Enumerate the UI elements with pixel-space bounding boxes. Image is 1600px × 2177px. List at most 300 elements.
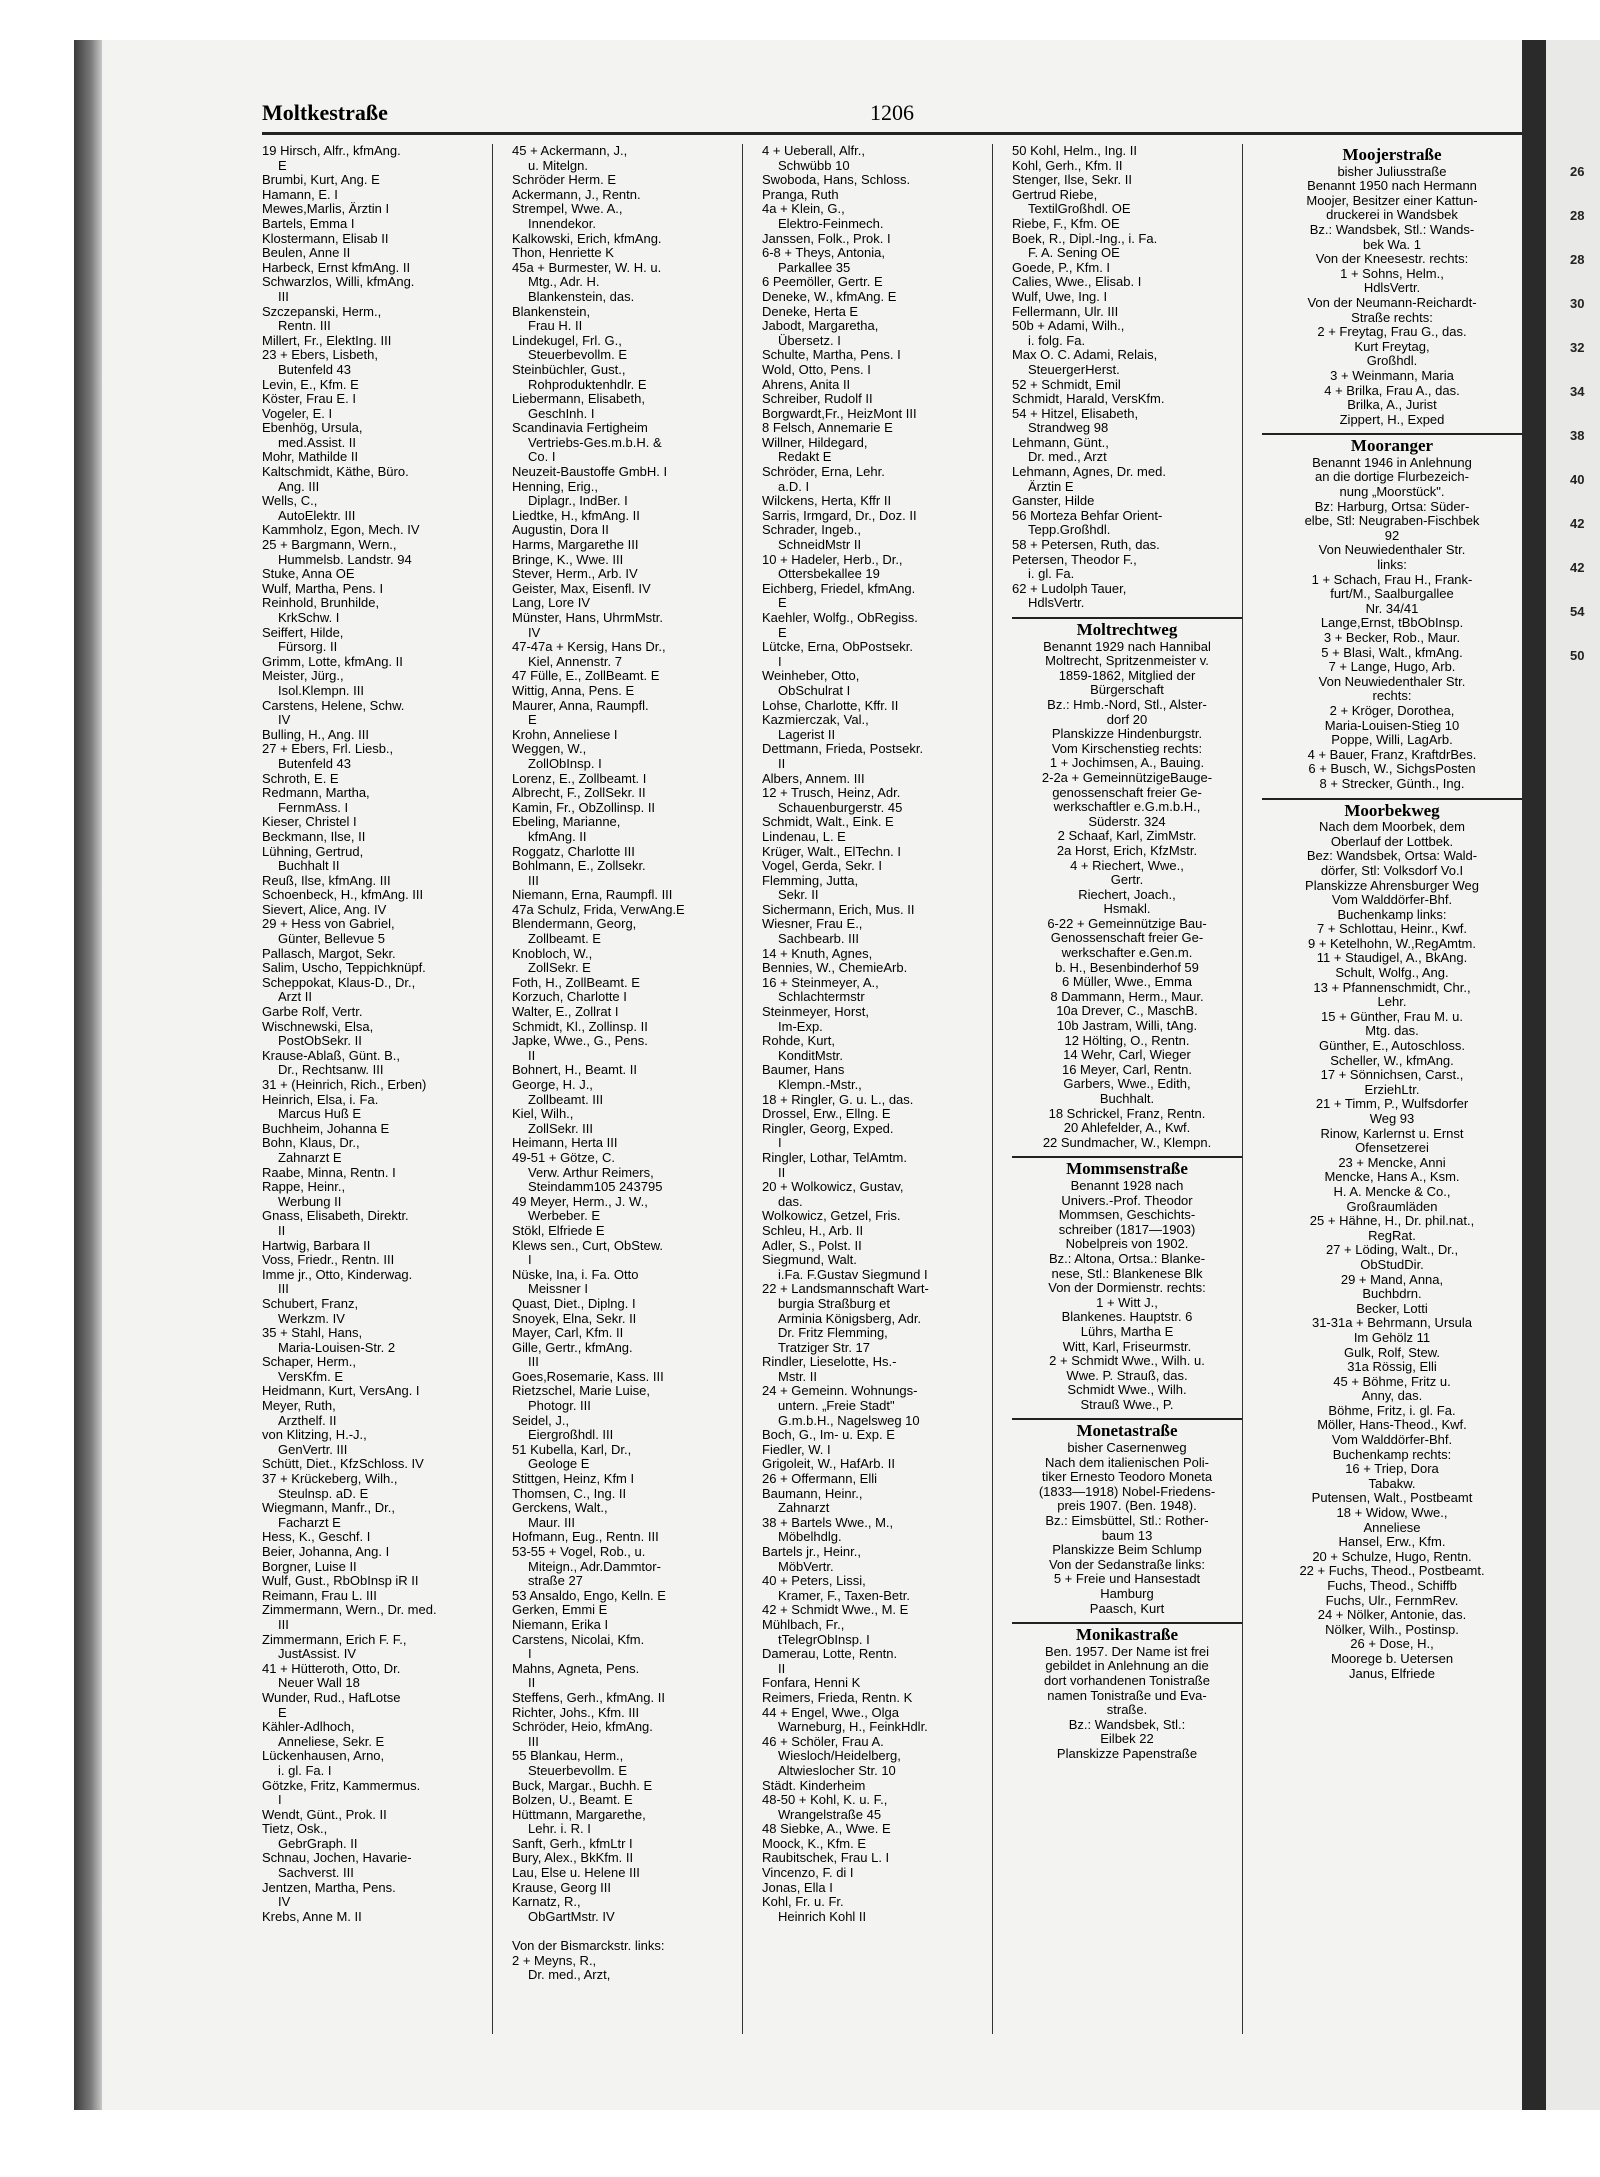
next-page-number: 38 <box>1570 428 1585 443</box>
directory-entry-line: 62 + Ludolph Tauer, <box>1012 581 1127 596</box>
directory-entry-line: 45 + Ackermann, J., <box>512 144 628 158</box>
directory-entry-line: Kazmierczak, Val., <box>762 713 869 728</box>
page-header <box>262 98 1522 135</box>
street-section-title: Monikastraße <box>1012 1622 1242 1643</box>
directory-entry-line: Werbung II <box>278 1194 342 1209</box>
directory-entry-line: Co. I <box>528 450 556 465</box>
next-page-number: 34 <box>1570 384 1585 399</box>
street-section-line: Eilbek 22 <box>1100 1732 1154 1747</box>
street-section-line: bisher Juliusstraße <box>1337 164 1447 179</box>
street-section-line: Gertr. <box>1110 873 1144 888</box>
street-section-line: Putensen, Walt., Postbeamt <box>1311 1491 1473 1506</box>
street-section-line: Nölker, Wilh., Postinsp. <box>1325 1622 1459 1637</box>
directory-entry-line: Lehmann, Günt., <box>1012 435 1109 450</box>
directory-entry-line: I <box>778 654 782 669</box>
street-section-line: links: <box>1377 558 1407 573</box>
directory-entry-line: ObGartMstr. IV <box>528 1909 615 1924</box>
directory-entry-line: Stökl, Elfriede E <box>512 1223 605 1238</box>
book-spine-edge <box>74 40 102 2110</box>
directory-entry-line: Mstr. II <box>778 1369 817 1384</box>
directory-entry-line: Klempn.-Mstr., <box>778 1078 862 1092</box>
directory-entry-line: Kammholz, Egon, Mech. IV <box>262 523 420 538</box>
street-section-line: baum 13 <box>1101 1528 1153 1543</box>
directory-entry-line: Anneliese, Sekr. E <box>278 1734 385 1749</box>
directory-entry-line: Wendt, Günt., Prok. II <box>262 1807 387 1822</box>
directory-entry-line: 16 + Steinmeyer, A., <box>762 975 879 990</box>
directory-entry-line: Henning, Erig., <box>512 479 598 494</box>
street-section-line: Schmidt Wwe., Wilh. <box>1067 1383 1187 1398</box>
street-section-line: Moojer, Besitzer einer Kattun- <box>1306 193 1478 208</box>
directory-entry-line: Schoenbeck, H., kfmAng. III <box>262 888 424 903</box>
directory-entry-line: a.D. I <box>778 479 810 494</box>
directory-entry-line: Szczepanski, Herm., <box>262 304 382 319</box>
street-section-line: 6-22 + Gemeinnützige Bau- <box>1047 916 1207 931</box>
directory-entry-line: 8 Felsch, Annemarie E <box>762 421 893 436</box>
directory-entry-line: Eichberg, Friedel, kfmAng. <box>762 581 916 596</box>
directory-entry-line: Vogeler, E. I <box>262 406 333 421</box>
directory-entry-line: Reimann, Frau L. III <box>262 1588 377 1603</box>
directory-entry-line: 2 + Meyns, R., <box>512 1953 597 1968</box>
street-section-line: an die dortige Flurbezeich- <box>1315 470 1469 485</box>
directory-entry-line: Pallasch, Margot, Sekr. <box>262 946 396 961</box>
directory-entry-line: Wolkowicz, Getzel, Fris. <box>762 1209 901 1224</box>
directory-entry-line: Max O. C. Adami, Relais, <box>1012 348 1158 363</box>
directory-entry-line: 55 Blankau, Herm., <box>512 1749 624 1764</box>
street-section-line: Bz.: Altona, Ortsa.: Blanke- <box>1048 1251 1206 1266</box>
directory-entry-line: Sanft, Gerh., kfmLtr I <box>512 1836 633 1851</box>
street-section-line: 31a Rössig, Elli <box>1347 1360 1437 1375</box>
directory-entry-line: George, H. J., <box>512 1078 593 1092</box>
street-section-line: Planskizze Ahrensburger Weg <box>1305 878 1479 893</box>
directory-entry-line: 14 + Knuth, Agnes, <box>762 946 873 961</box>
directory-entry-line: IV <box>278 1895 291 1910</box>
directory-entry-line: Niemann, Erika I <box>512 1617 609 1632</box>
directory-entry-line: Kalkowski, Erich, kfmAng. <box>512 231 662 246</box>
directory-entry-line: Roggatz, Charlotte III <box>512 844 635 859</box>
street-section-line: 7 + Schlottau, Heinr., Kwf. <box>1317 922 1467 937</box>
street-section-line: Benannt 1928 nach <box>1070 1178 1184 1193</box>
street-section-line: 1859-1862, Mitglied der <box>1058 668 1196 683</box>
directory-entry-line: Isol.Klempn. III <box>278 683 364 698</box>
directory-entry-line: Lehmann, Agnes, Dr. med. <box>1012 465 1166 480</box>
street-section-line: Hsmakl. <box>1103 902 1151 917</box>
directory-entry-line: Sichermann, Erich, Mus. II <box>762 902 915 917</box>
directory-entry-line: Wrangelstraße 45 <box>778 1807 882 1822</box>
directory-entry-line: Sekr. II <box>778 888 819 903</box>
street-section-line: 1 + Witt J., <box>1096 1295 1158 1310</box>
directory-entry-line: Schwübb 10 <box>778 158 850 173</box>
directory-entry-line: Arminia Königsberg, Adr. <box>778 1311 922 1326</box>
directory-entry-line: Steindamm105 243795 <box>528 1180 663 1195</box>
street-section-line: 21 + Timm, P., Wulfsdorfer <box>1315 1097 1469 1112</box>
directory-entry-line: Willner, Hildegard, <box>762 435 868 450</box>
directory-entry-line: Tepp.Großhdl. <box>1028 523 1111 538</box>
directory-entry-line: 48 Siebke, A., Wwe. E <box>762 1822 891 1837</box>
directory-entry-line: VersKfm. E <box>278 1369 344 1384</box>
street-section-line: Poppe, Willi, LagArb. <box>1331 733 1453 748</box>
directory-entry-line: II <box>778 756 786 771</box>
directory-entry-line: Ahrens, Anita II <box>762 377 851 392</box>
directory-entry-line: Goes,Rosemarie, Kass. III <box>512 1369 664 1384</box>
directory-entry-line: Photogr. III <box>528 1399 591 1414</box>
directory-entry-line: Schubert, Franz, <box>262 1296 359 1311</box>
street-section-line: 10a Drever, C., MaschB. <box>1056 1004 1198 1019</box>
directory-entry-line: Sachverst. III <box>278 1866 354 1881</box>
street-section-line: 3 + Weinmann, Maria <box>1330 368 1454 383</box>
street-section-line: Anneliese <box>1363 1520 1421 1535</box>
directory-entry-line: Diplagr., IndBer. I <box>528 494 628 509</box>
directory-entry-line: 53 Ansaldo, Engo, Kelln. E <box>512 1588 666 1603</box>
directory-entry-line: Goede, P., Kfm. I <box>1012 260 1111 275</box>
next-page-number: 50 <box>1570 648 1585 663</box>
street-section-line: Günther, E., Autoschloss. <box>1319 1039 1465 1054</box>
directory-entry-line: PostObSekr. II <box>278 1034 362 1049</box>
street-section-line: Riechert, Joach., <box>1078 887 1176 902</box>
directory-entry-line: Wiesloch/Heidelberg, <box>778 1749 901 1764</box>
directory-entry-line: TextilGroßhdl. OE <box>1028 202 1131 217</box>
directory-entry-line: Steuerbevollm. E <box>528 348 627 363</box>
directory-entry-line: Gerckens, Walt., <box>512 1501 608 1516</box>
directory-entry-line: Bulling, H., Ang. III <box>262 727 369 742</box>
street-section-line: furt/M., Saalburgallee <box>1330 587 1454 602</box>
directory-entry-line: Mewes,Marlis, Ärztin I <box>262 202 390 217</box>
next-page-sliver <box>1546 40 1600 2110</box>
directory-entry-line: Steffens, Gerh., kfmAng. II <box>512 1690 665 1705</box>
directory-entry-line: Thon, Henriette K <box>512 246 614 261</box>
directory-entry-line: kfmAng. II <box>528 829 587 844</box>
directory-entry-line: Kiel, Wilh., <box>512 1107 574 1122</box>
directory-entry-line: 42 + Schmidt Wwe., M. E <box>762 1603 909 1618</box>
street-section-line: 3 + Becker, Rob., Maur. <box>1323 631 1461 645</box>
directory-entry-line: Lühning, Gertrud, <box>262 844 364 859</box>
directory-entry-line: 51 Kubella, Karl, Dr., <box>512 1442 632 1457</box>
directory-entry-line: 46 + Schöler, Frau A. <box>762 1734 884 1749</box>
street-section-line: Hamburg <box>1100 1587 1154 1601</box>
directory-entry-line: Rappe, Heinr., <box>262 1180 346 1195</box>
street-section-line: Moorege b. Uetersen <box>1330 1651 1454 1666</box>
directory-entry-line: Hofmann, Eug., Rentn. III <box>512 1530 659 1545</box>
street-section-line: 22 Sundmacher, W., Klempn. <box>1042 1135 1212 1150</box>
directory-entry-line: Bohn, Klaus, Dr., <box>262 1136 360 1151</box>
directory-entry-line: Rentn. III <box>278 319 331 334</box>
street-section-line: Kurt Freytag, <box>1354 339 1430 354</box>
street-section-line: Buchhalt. <box>1099 1092 1155 1106</box>
street-section-line: Oberlauf der Lottbek. <box>1330 834 1454 849</box>
directory-entry-line: 50 Kohl, Helm., Ing. II <box>1012 144 1138 158</box>
directory-entry-line: 10 + Hadeler, Herb., Dr., <box>762 552 903 567</box>
directory-entry-line: Ringler, Lothar, TelAmtm. <box>762 1150 907 1165</box>
directory-entry-line: Lau, Else u. Helene III <box>512 1866 640 1881</box>
directory-entry-line: Raubitschek, Frau L. I <box>762 1851 890 1866</box>
directory-entry-line: Bohlmann, E., Zollsekr. <box>512 859 646 874</box>
street-section-line: Strauß Wwe., P. <box>1080 1397 1174 1412</box>
directory-entry-line: AutoElektr. III <box>278 508 356 523</box>
directory-entry-line: Schwarzlos, Willi, kfmAng. <box>262 275 415 290</box>
directory-entry-line: Korzuch, Charlotte I <box>512 990 627 1005</box>
directory-entry-line: Riebe, F., Kfm. OE <box>1012 216 1120 231</box>
directory-entry-line: Harms, Margarethe III <box>512 538 639 553</box>
directory-entry-line: E <box>528 713 537 728</box>
directory-entry-line: Zollbeamt. III <box>528 1092 604 1107</box>
street-section-line: Vom Kirschenstieg rechts: <box>1051 741 1203 756</box>
street-section-line: Weg 93 <box>1369 1112 1415 1126</box>
directory-entry-line: Kaehler, Wolfg., ObRegiss. <box>762 611 918 625</box>
next-page-numbers <box>1570 150 1584 678</box>
street-section-line: Vom Walddörfer-Bhf. <box>1331 893 1453 908</box>
directory-entry-line: Städt. Kinderheim <box>762 1778 866 1793</box>
directory-entry-line: Ang. III <box>278 479 320 494</box>
directory-entry-line: Voss, Friedr., Rentn. III <box>262 1253 395 1268</box>
street-section-line: 2 Schaaf, Karl, ZimMstr. <box>1057 829 1197 844</box>
street-section-line: 14 Wehr, Carl, Wieger <box>1063 1048 1191 1063</box>
directory-entry-line: Rohproduktenhdlr. E <box>528 377 647 392</box>
street-section-line: 23 + Mencke, Anni <box>1338 1155 1446 1170</box>
directory-entry-line: Bury, Alex., BkKfm. II <box>512 1851 634 1866</box>
street-section-line: 1 + Schach, Frau H., Frank- <box>1311 572 1473 587</box>
directory-entry-line: Schmidt, Kl., Zollinsp. II <box>512 1019 648 1034</box>
street-section-line: Brilka, A., Jurist <box>1347 398 1437 413</box>
directory-entry-line: Liedtke, H., kfmAng. II <box>512 508 640 523</box>
column-4 <box>1012 144 1242 2044</box>
directory-entry-line: Brumbi, Kurt, Ang. E <box>262 173 380 188</box>
street-section-line: bisher Casernenweg <box>1067 1441 1187 1456</box>
directory-entry-line: Karnatz, R., <box>512 1895 581 1910</box>
directory-entry-line: Deneke, Herta E <box>762 304 859 319</box>
directory-entry-line: Sarris, Irmgard, Dr., Doz. II <box>762 508 917 523</box>
street-section-line: Zippert, H., Exped <box>1339 412 1445 427</box>
directory-entry-line: Meissner I <box>528 1282 588 1297</box>
directory-entry-line: FernmAss. I <box>278 800 349 815</box>
directory-entry-line: das. <box>778 1194 803 1209</box>
directory-entry-line: Redmann, Martha, <box>262 786 370 801</box>
street-section-line: 13 + Pfannenschmidt, Chr., <box>1313 980 1471 995</box>
street-section-line: 29 + Mand, Anna, <box>1340 1272 1444 1287</box>
directory-entry-line: Scheppokat, Klaus-D., Dr., <box>262 975 416 990</box>
column-5 <box>1262 144 1522 2044</box>
directory-entry-line: Drossel, Erw., Ellng. E <box>762 1107 891 1122</box>
directory-entry-line: ZollSekr. III <box>528 1121 594 1136</box>
directory-entry-line: 6-8 + Theys, Antonia, <box>762 246 885 261</box>
directory-entry-line: Ackermann, J., Rentn. <box>512 187 641 202</box>
directory-entry-line <box>512 1924 742 1939</box>
street-section-line: 18 Schrickel, Franz, Rentn. <box>1048 1106 1206 1121</box>
directory-entry-line: III <box>528 1734 539 1749</box>
directory-entry-line: Hüttmann, Margarethe, <box>512 1807 646 1822</box>
street-section-line: nese, Stl.: Blankenese Blk <box>1051 1266 1203 1281</box>
directory-entry-line: 58 + Petersen, Ruth, das. <box>1012 538 1160 553</box>
directory-entry-line: F. A. Sening OE <box>1028 246 1120 261</box>
street-section-line: Planskizze Papenstraße <box>1056 1746 1198 1761</box>
column-2 <box>512 144 742 2044</box>
directory-entry-line: Grimm, Lotte, kfmAng. II <box>262 654 403 669</box>
directory-entry-line: Schroth, E. E <box>262 771 339 786</box>
street-section-line: gebildet in Anlehnung an die <box>1045 1659 1209 1674</box>
directory-entry-line: Wiegmann, Manfr., Dr., <box>262 1501 395 1516</box>
directory-entry-line: Swoboda, Hans, Schloss. <box>762 173 911 188</box>
directory-entry-line: III <box>278 289 289 304</box>
directory-entry-line: Krohn, Anneliese I <box>512 727 618 742</box>
street-section-line: Univers.-Prof. Theodor <box>1061 1193 1193 1208</box>
directory-entry-line: Albers, Annem. III <box>762 771 865 786</box>
directory-entry-line: von Klitzing, H.-J., <box>262 1428 367 1443</box>
street-section-line: Ben. 1957. Der Name ist frei <box>1044 1644 1210 1659</box>
directory-entry-line: Werkzm. IV <box>278 1311 345 1326</box>
directory-entry-line: Butenfeld 43 <box>278 362 352 377</box>
directory-entry-line: Miteign., Adr.Dammtor- <box>528 1559 661 1574</box>
directory-entry-line: Ärztin E <box>1028 479 1074 494</box>
street-section-line: Maria-Louisen-Stieg 10 <box>1324 718 1460 733</box>
column-1 <box>262 144 492 2044</box>
directory-entry-line: 45a + Burmester, W. H. u. <box>512 260 662 275</box>
street-section-title: Monetastraße <box>1012 1418 1242 1439</box>
directory-entry-line: Deneke, W., kfmAng. E <box>762 289 897 304</box>
directory-entry-line: Niemann, Erna, Raumpfl. III <box>512 888 673 903</box>
directory-entry-line: Boek, R., Dipl.-Ing., i. Fa. <box>1012 231 1158 246</box>
street-section-line: Nach dem italienischen Poli- <box>1044 1455 1210 1470</box>
directory-columns <box>262 144 1522 2044</box>
directory-entry-line: III <box>528 1355 539 1370</box>
street-section-line: Von der Sedanstraße links: <box>1048 1557 1206 1572</box>
directory-entry-line: III <box>528 873 539 888</box>
directory-entry-line: Hummelsb. Landstr. 94 <box>278 552 412 567</box>
directory-entry-line: Strempel, Wwe. A., <box>512 202 623 217</box>
street-section-line: Ofensetzerei <box>1355 1141 1429 1156</box>
directory-entry-line: Hartwig, Barbara II <box>262 1238 371 1253</box>
directory-entry-line: II <box>528 1048 536 1063</box>
directory-entry-line: Maria-Louisen-Str. 2 <box>278 1340 396 1355</box>
directory-entry-line: Harbeck, Ernst kfmAng. II <box>262 260 411 275</box>
street-section-line: 27 + Löding, Walt., Dr., <box>1325 1243 1459 1258</box>
street-section-line: Paasch, Kurt <box>1089 1601 1165 1616</box>
directory-entry-line: Schröder Herm. E <box>512 173 617 188</box>
directory-entry-line: burgia Straßburg et <box>778 1296 891 1311</box>
directory-entry-line: Vogel, Gerda, Sekr. I <box>762 859 882 874</box>
directory-entry-line: IV <box>278 713 291 728</box>
directory-entry-line: II <box>778 1165 786 1180</box>
directory-entry-line: Heimann, Herta III <box>512 1136 618 1151</box>
directory-entry-line: II <box>778 1661 786 1676</box>
street-section-line: 20 Ahlefelder, A., Kwf. <box>1063 1121 1191 1136</box>
street-section-line: Von der Dormienstr. rechts: <box>1048 1281 1206 1296</box>
street-section-line: 45 + Böhme, Fritz u. <box>1333 1374 1451 1389</box>
directory-entry-line: Salim, Uscho, Teppichknüpf. <box>262 961 426 976</box>
directory-entry-line: Calies, Wwe., Elisab. I <box>1012 275 1142 290</box>
street-section-line: Im Gehölz 11 <box>1353 1330 1431 1345</box>
directory-entry-line: Parkallee 35 <box>778 260 851 275</box>
street-section-line: 6 Müller, Wwe., Emma <box>1061 975 1193 990</box>
directory-entry-line: Raabe, Minna, Rentn. I <box>262 1165 396 1180</box>
directory-entry-line: Baumer, Hans <box>762 1063 845 1078</box>
directory-entry-line: KrkSchw. I <box>278 611 340 625</box>
directory-entry-line: Schleu, H., Arb. II <box>762 1223 864 1238</box>
directory-entry-line: Zollbeamt. E <box>528 932 601 947</box>
directory-entry-line: untern. „Freie Stadt" <box>778 1399 895 1414</box>
street-section-line: Fuchs, Theod., Schiffb <box>1327 1579 1457 1593</box>
street-section-line: Lehr. <box>1377 995 1407 1010</box>
street-section-line: Bz: Harburg, Ortsa: Süder- <box>1314 499 1470 514</box>
directory-entry-line: III <box>278 1282 289 1297</box>
directory-entry-line: Weggen, W., <box>512 742 587 757</box>
next-page-number: 54 <box>1570 604 1585 619</box>
directory-entry-line: Gnass, Elisabeth, Direktr. <box>262 1209 409 1224</box>
next-page-number: 30 <box>1570 296 1585 311</box>
directory-entry-line: Ottersbekallee 19 <box>778 567 880 582</box>
directory-entry-line: II <box>278 1223 286 1238</box>
street-section-line: 5 + Blasi, Walt., kfmAng. <box>1321 645 1463 660</box>
directory-entry-line: Stuke, Anna OE <box>262 567 355 582</box>
directory-entry-line: i. gl. Fa. <box>1028 567 1075 582</box>
directory-entry-line: Maur. III <box>528 1515 575 1530</box>
directory-entry-line: Marcus Huß E <box>278 1107 362 1122</box>
directory-entry-line: Scandinavia Fertigheim <box>512 421 648 436</box>
directory-entry-line: Borgner, Luise II <box>262 1559 357 1574</box>
directory-entry-line: Wischnewski, Elsa, <box>262 1019 374 1034</box>
directory-entry-line: 56 Morteza Behfar Orient- <box>1012 508 1163 523</box>
directory-entry-line: Tietz, Osk., <box>262 1822 328 1837</box>
street-section-line: 16 Meyer, Carl, Rentn. <box>1061 1062 1193 1077</box>
directory-entry-line: Stittgen, Heinz, Kfm I <box>512 1472 635 1487</box>
street-section-line: ErziehLtr. <box>1364 1082 1420 1097</box>
street-section-line: 12 Hölting, O., Rentn. <box>1064 1033 1190 1048</box>
directory-entry-line: Übersetz. I <box>778 333 841 348</box>
street-section-line: Möller, Hans-Theod., Kwf. <box>1317 1418 1467 1433</box>
directory-entry-line: Seiffert, Hilde, <box>262 625 344 640</box>
directory-entry-line: Krüger, Walt., ElTechn. I <box>762 844 901 859</box>
directory-entry-line: Seidel, J., <box>512 1413 570 1428</box>
street-section-line: 11 + Staudigel, A., BkAng. <box>1316 951 1468 966</box>
directory-entry-line: 29 + Hess von Gabriel, <box>262 917 395 932</box>
street-section-line: straße. <box>1106 1703 1148 1718</box>
directory-entry-line: Schmidt, Walt., Eink. E <box>762 815 894 830</box>
directory-entry-line: Richter, Johs., Kfm. III <box>512 1705 640 1720</box>
next-page-number: 40 <box>1570 472 1585 487</box>
directory-entry-line: Arzthelf. II <box>278 1413 337 1428</box>
directory-entry-line: Günter, Bellevue 5 <box>278 932 385 947</box>
directory-entry-line: Strandweg 98 <box>1028 421 1109 436</box>
street-section-line: Schult, Wolfg., Ang. <box>1335 966 1449 981</box>
next-page-number: 28 <box>1570 252 1585 267</box>
directory-entry-line: Kohl, Gerh., Kfm. II <box>1012 158 1123 173</box>
directory-entry-line: u. Mitelgn. <box>528 158 588 173</box>
directory-entry-line: Wulf, Uwe, Ing. I <box>1012 289 1108 304</box>
directory-entry-line: Geister, Max, Eisenfl. IV <box>512 581 651 596</box>
directory-entry-line: Baumann, Heinr., <box>762 1486 863 1501</box>
directory-entry-line: 47-47a + Kersig, Hans Dr., <box>512 640 666 655</box>
directory-entry-line: Kramer, F., Taxen-Betr. <box>778 1588 910 1603</box>
directory-entry-line: Buchhalt II <box>278 859 340 874</box>
directory-entry-line: Bohnert, H., Beamt. II <box>512 1063 637 1078</box>
directory-entry-line: Fellermann, Ulr. III <box>1012 304 1119 319</box>
directory-entry-line: Mahns, Agneta, Pens. <box>512 1661 640 1676</box>
street-section-line: rechts: <box>1372 689 1412 704</box>
next-page-number: 26 <box>1570 164 1585 179</box>
street-section-line: Benannt 1946 in Anlehnung <box>1312 455 1472 470</box>
directory-entry-line: Dr. Fritz Flemming, <box>778 1326 888 1341</box>
street-section-line: Mommsen, Geschichts- <box>1058 1208 1196 1223</box>
directory-entry-line: Moock, K., Kfm. E <box>762 1836 867 1851</box>
street-section-line: 92 <box>1384 528 1400 543</box>
directory-entry-line: Steinbüchler, Gust., <box>512 362 626 377</box>
directory-entry-line: Walter, E., Zollrat I <box>512 1005 619 1020</box>
directory-entry-line: Mtg., Adr. H. <box>528 275 600 290</box>
directory-entry-line: Münster, Hans, UhrmMstr. <box>512 611 663 625</box>
directory-entry-line: Heidmann, Kurt, VersAng. I <box>262 1384 420 1399</box>
street-section-line: 1 + Jochimsen, A., Bauing. <box>1049 756 1205 771</box>
directory-entry-line: Damerau, Lotte, Rentn. <box>762 1647 898 1662</box>
directory-entry-line: SchneidMstr II <box>778 538 862 553</box>
directory-entry-line: Steinmeyer, Horst, <box>762 1005 869 1020</box>
directory-entry-line: Von der Bismarckstr. links: <box>512 1939 665 1954</box>
